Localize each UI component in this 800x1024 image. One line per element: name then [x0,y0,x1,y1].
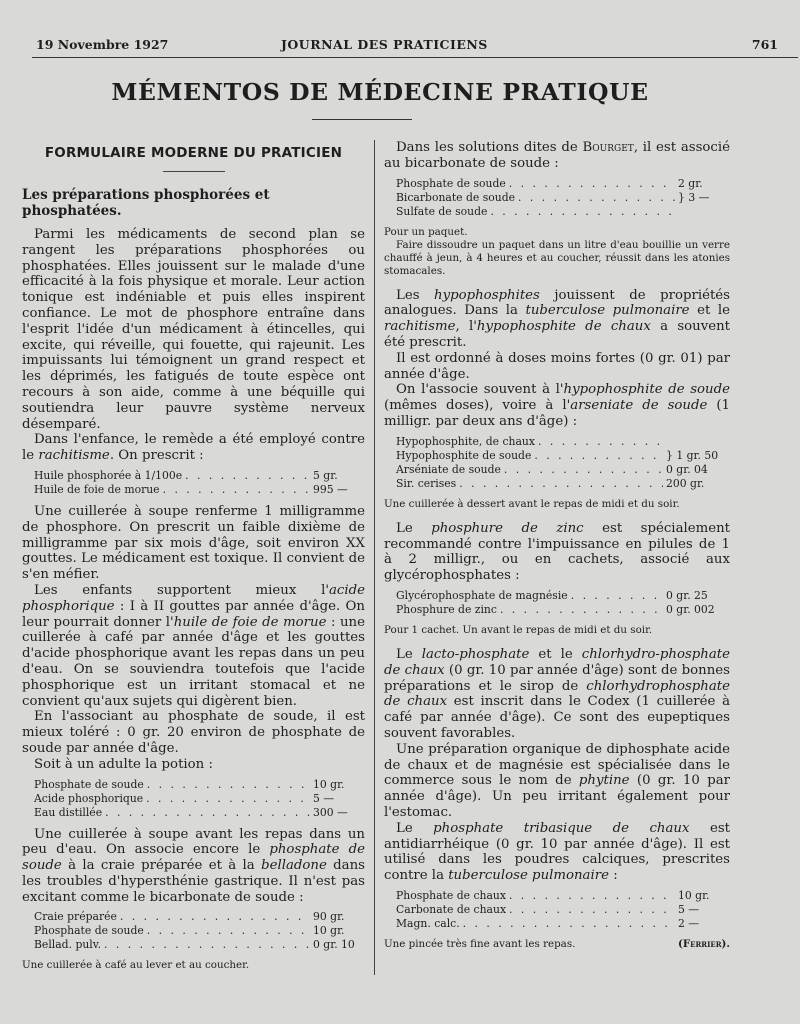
formula-note: Une pincée très fine avant les repas. [384,937,576,950]
formula-line: Glycérophosphate de magnésie . . . 0 gr. 25 [384,589,730,603]
running-header [36,37,780,53]
page-title: MÉMENTOS DE MÉDECINE PRATIQUE [111,78,649,106]
formula-line: Phosphate de chaux . . . 10 gr. [384,889,730,903]
formula-line: Bicarbonate de soude . . . } 3 — [384,191,730,205]
paragraph: Les hypophosphites jouissent de propriétés analogues. Dans la tuberculose pulmonaire et le rachitisme, l'hypophosphite de chaux a souvent été prescrit. [384,287,730,350]
formula-list [384,889,730,931]
title-rule [312,119,412,120]
formula-list [22,778,365,820]
formula-line: Phosphure de zinc . . . 0 gr. 002 [384,603,730,617]
formula-line: Carbonate de chaux . . . 5 — [384,903,730,917]
paragraph: Le phosphate tribasique de chaux est antidiarrhéique (0 gr. 10 par année d'âge). Il est utilisé dans les poudres calciques, prescrites contre la tuberculose pulmonaire : [384,820,730,884]
formula-line: Craie préparée . . . 90 gr. [22,910,365,924]
formula-line: Hypophosphite, de chaux . . . [384,435,730,449]
paragraph: En l'associant au phosphate de soude, il est mieux toléré : 0 gr. 20 environ de phosphate de soude par année d'âge. [22,709,365,756]
formula-line: Huile de foie de morue . . . 995 — [22,483,365,497]
paragraph: Le phosphure de zinc est spécialement recommandé contre l'impuissance en pilules de 1 à 2 milligr., ou en cachets, associé aux glycérophosphates : [384,520,730,584]
brace-icon: } [666,448,673,462]
header-page-number: 761 [751,37,778,52]
formula-line: Arséniate de soude . . . 0 gr. 04 [384,463,730,477]
left-column [22,140,365,972]
section-rule [163,171,225,172]
header-rule [32,57,798,58]
header-date: 19 Novembre 1927 [36,37,169,52]
paragraph: Le lacto-phosphate et le chlorhydro-phosphate de chaux (0 gr. 10 par année d'âge) sont de bonnes préparations et le sirop de chlorhydrophosphate de chaux est inscrit dans le Codex (1 cuillerée à café par année d'âge). Ce sont des eupeptiques souvent favorables. [384,646,730,741]
column-divider [374,140,375,975]
right-column [384,140,730,951]
formula-line: Sulfate de soude . . . [384,205,730,219]
paragraph: Dans l'enfance, le remède a été employé contre le rachitisme. On prescrit : [22,432,365,464]
paragraph: Il est ordonné à doses moins fortes (0 gr. 01) par année d'âge. [384,350,730,382]
paragraph: Dans les solutions dites de Bourget, il est associé au bicarbonate de soude : [384,140,730,171]
formula-line: Phosphate de soude . . . 2 gr. [384,177,730,191]
formula-line: Magn. calc. . . . 2 — [384,917,730,931]
formula-line: Huile phosphorée à 1/100e . . . 5 gr. [22,469,365,483]
formula-list [384,435,730,491]
formula-line: Eau distillée . . . 300 — [22,806,365,820]
formula-note: Faire dissoudre un paquet dans un litre d'eau bouillie un verre chauffé à jeun, à 4 heures et au coucher, réussit dans les atonies stomacales. [384,238,730,277]
paragraph: Soit à un adulte la potion : [34,756,213,772]
formula-note: Une cuillerée à dessert avant le repas de midi et du soir. [384,497,680,510]
formula-list [384,177,730,219]
formula-line: Acide phosphorique . . . 5 — [22,792,365,806]
paragraph: Les enfants supportent mieux l'acide phosphorique : I à II gouttes par année d'âge. On leur pourrait donner l'huile de foie de morue : une cuillerée à café par année d'âge et les gouttes d'acide phosphorique avant les repas dans un peu d'eau. On se souviendra toutefois que l'acide phosphorique est un irritant stomacal et ne convient qu'aux sujets qui digèrent bien. [22,582,365,709]
formula-line: Phosphate de soude . . . 10 gr. [22,924,365,938]
formula-list [22,469,365,497]
author-signature: (Ferrier). [677,937,730,950]
formula-line: Bellad. pulv. . . . 0 gr. 10 [22,938,365,952]
formula-list [22,910,365,952]
paragraph: Une cuillerée à soupe renferme 1 milligramme de phosphore. On prescrit un faible dixième de milligramme par six mois d'âge, soit environ XX gouttes. Le médicament est toxique. Il convient de s'en méfier. [22,503,365,583]
paragraph: Parmi les médicaments de second plan se rangent les préparations phosphorées ou phosphatées. Elles jouissent sur le malade d'une efficacité à la fois physique et morale. Leur action tonique est indéniable et puis elles inspirent confiance. Le mot de phosphore entraîne dans l'esprit l'idée d'un médicament à étincelles, qui excite, qui réveille, qui fouette, qui rajeunit. Les impuissants lui témoignent un grand respect et les déprimés, les fatigués de toute espèce ont recours à son aide, comme à une béquille qui soutiendra leur pauvre système nerveux désemparé. [22,227,365,432]
header-journal: JOURNAL DES PRATICIENS [281,37,488,52]
article-subtitle: Les préparations phosphorées et phosphatées. [22,187,270,219]
paragraph: Une préparation organique de diphosphate acide de chaux et de magnésie est spécialisée dans le commerce sous le nom de phytine (0 gr. 10 par année d'âge). Un peu irritant également pour l'estomac. [384,741,730,820]
formula-note: Pour 1 cachet. Un avant le repas de midi et du soir. [384,623,653,636]
paragraph: Une cuillerée à soupe avant les repas dans un peu d'eau. On associe encore le phosphate de soude à la craie préparée et à la belladone dans les troubles d'hypersthénie gastrique. Il n'est pas excitant comme le bicarbonate de soude : [22,826,365,905]
section-title: FORMULAIRE MODERNE DU PRATICIEN [44,145,343,161]
formula-list [384,589,730,617]
formula-line: Sir. cerises . . . 200 gr. [384,477,730,491]
paragraph: On l'associe souvent à l'hypophosphite de soude (mêmes doses), voire à l'arseniate de soude (1 milligr. par deux ans d'âge) : [384,382,731,429]
formula-note: Une cuillerée à café au lever et au coucher. [22,959,250,972]
formula-line: Hypophosphite de soude . . . } 1 gr. 50 [384,449,730,463]
closing-line [384,938,730,951]
brace-icon: } [678,190,685,204]
formula-note: Pour un paquet. [384,225,468,238]
formula-line: Phosphate de soude . . . 10 gr. [22,778,365,792]
